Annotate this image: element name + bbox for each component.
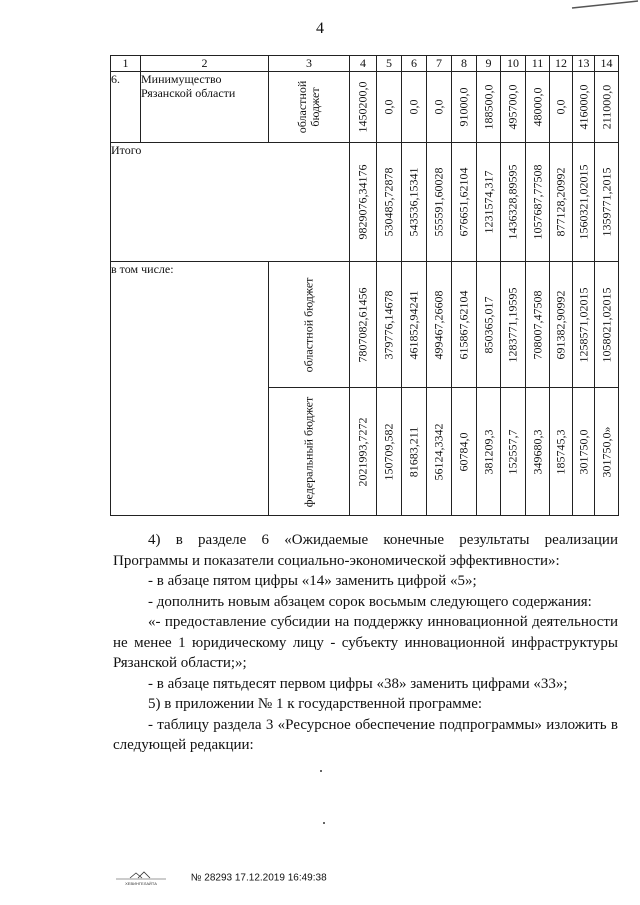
value: 379776,14678 bbox=[381, 290, 396, 359]
value: 301750,0 bbox=[576, 429, 590, 474]
value-cell bbox=[501, 388, 526, 516]
value-cell bbox=[501, 143, 526, 262]
paragraph: - в абзаце пятом цифры «14» заменить цифрой «5»; bbox=[148, 573, 477, 589]
col-header: 1 bbox=[111, 56, 141, 72]
value-cell bbox=[350, 388, 377, 516]
value-cell bbox=[501, 72, 526, 143]
footer-stamp bbox=[112, 870, 327, 886]
paragraph: - в абзаце пятьдесят первом цифры «38» заменить цифрами «33»; bbox=[148, 675, 568, 692]
value-cell bbox=[427, 72, 452, 143]
logo-text: ХЕВИНГЕЛАЙТА bbox=[125, 881, 157, 886]
value: 708007,47508 bbox=[530, 290, 544, 359]
value: 1058021,02015 bbox=[599, 287, 613, 362]
col-header: 13 bbox=[573, 56, 595, 72]
value: 1283771,19595 bbox=[505, 287, 520, 362]
value: 461852,94241 bbox=[406, 290, 421, 359]
value: 48000,0 bbox=[530, 87, 544, 127]
value-cell bbox=[377, 143, 402, 262]
value: 0,0 bbox=[431, 99, 446, 115]
paragraph: 4) в разделе 6 «Ожидаемые конечные результаты реализации bbox=[148, 532, 618, 548]
value-cell bbox=[550, 143, 573, 262]
value: 7807082,61456 bbox=[355, 287, 370, 362]
value-cell bbox=[350, 143, 377, 262]
value-cell bbox=[526, 262, 550, 388]
value: 877128,20992 bbox=[553, 167, 568, 237]
value: 381209,3 bbox=[481, 429, 495, 474]
value-cell bbox=[452, 388, 477, 516]
value-cell bbox=[477, 143, 501, 262]
value-cell bbox=[550, 72, 573, 143]
value-cell bbox=[477, 72, 501, 143]
source-label: областной бюджет bbox=[295, 80, 322, 134]
value-cell bbox=[573, 388, 595, 516]
value-cell bbox=[550, 262, 573, 388]
value: 499467,26608 bbox=[431, 290, 446, 359]
value-cell bbox=[402, 72, 427, 143]
value-cell bbox=[477, 262, 501, 388]
value: 416000,0 bbox=[576, 84, 590, 130]
value: 0,0 bbox=[553, 99, 568, 115]
value: 495700,0 bbox=[505, 84, 520, 130]
paragraph: - дополнить новым абзацем сорок восьмым следующего содержания: bbox=[148, 593, 592, 610]
value: 1057687,77508 bbox=[530, 164, 544, 240]
col-header: 6 bbox=[402, 56, 427, 72]
value: 850365,017 bbox=[481, 296, 495, 353]
value-cell bbox=[377, 72, 402, 143]
value: 2021993,7272 bbox=[355, 417, 370, 486]
value: 615867,62104 bbox=[456, 290, 471, 359]
including-label: в том числе: bbox=[111, 262, 269, 516]
value: 56124,3342 bbox=[431, 423, 446, 480]
value-cell bbox=[550, 388, 573, 516]
value: 1450200,0 bbox=[355, 81, 370, 133]
col-header: 2 bbox=[141, 56, 269, 72]
row-number: 6. bbox=[111, 72, 141, 143]
value: 1231574,317 bbox=[481, 170, 495, 234]
source-cell bbox=[269, 72, 350, 143]
value-cell bbox=[501, 262, 526, 388]
value: 150709,582 bbox=[381, 423, 396, 480]
value-cell bbox=[595, 262, 619, 388]
value-cell bbox=[477, 388, 501, 516]
value: 691382,90992 bbox=[553, 290, 568, 359]
value-cell bbox=[452, 143, 477, 262]
value: 349680,3 bbox=[530, 429, 544, 474]
value: 60784,0 bbox=[456, 432, 471, 471]
paragraph: Рязанской области;»; bbox=[113, 655, 247, 671]
col-header: 3 bbox=[269, 56, 350, 72]
value-cell bbox=[350, 262, 377, 388]
value-cell bbox=[427, 143, 452, 262]
value: 301750,0» bbox=[599, 426, 613, 477]
table-row-regional bbox=[111, 262, 619, 388]
value: 0,0 bbox=[406, 99, 421, 115]
value-cell bbox=[452, 72, 477, 143]
value: 676651,62104 bbox=[456, 167, 471, 237]
source-label: федеральный бюджет bbox=[301, 396, 316, 507]
table-header-row bbox=[111, 56, 619, 72]
value: 530485,72878 bbox=[381, 167, 396, 237]
value: 188500,0 bbox=[481, 84, 495, 130]
value-cell bbox=[573, 262, 595, 388]
total-label: Итого bbox=[111, 143, 350, 262]
value-cell bbox=[402, 388, 427, 516]
paragraph: 5) в приложении № 1 к государственной программе: bbox=[148, 696, 483, 712]
value: 81683,211 bbox=[406, 426, 421, 477]
value-cell bbox=[402, 262, 427, 388]
paragraph: не менее 1 юридическому лицу - субъекту инновационной инфраструктуры bbox=[113, 634, 618, 651]
source-cell bbox=[269, 388, 350, 516]
value-cell bbox=[427, 262, 452, 388]
value-cell bbox=[595, 72, 619, 143]
scan-speck bbox=[323, 822, 325, 824]
value: 555591,60028 bbox=[431, 167, 446, 237]
col-header: 11 bbox=[526, 56, 550, 72]
value-cell bbox=[595, 143, 619, 262]
col-header: 10 bbox=[501, 56, 526, 72]
value-cell bbox=[595, 388, 619, 516]
col-header: 5 bbox=[377, 56, 402, 72]
col-header: 7 bbox=[427, 56, 452, 72]
col-header: 8 bbox=[452, 56, 477, 72]
paragraph: следующей редакции: bbox=[113, 737, 254, 753]
value: 211000,0 bbox=[599, 84, 613, 130]
value-cell bbox=[377, 262, 402, 388]
value: 1436328,89595 bbox=[505, 164, 520, 240]
stamp-text: № 28293 17.12.2019 16:49:38 bbox=[190, 872, 327, 884]
value: 1359771,2015 bbox=[599, 167, 613, 237]
value-cell bbox=[350, 72, 377, 143]
value-cell bbox=[427, 388, 452, 516]
value: 9829076,34176 bbox=[355, 164, 370, 240]
table-row bbox=[111, 72, 619, 143]
value: 91000,0 bbox=[456, 87, 471, 127]
value: 152557,7 bbox=[505, 429, 520, 474]
corner-scan-mark bbox=[570, 0, 640, 10]
paragraph: «- предоставление субсидии на поддержку инновационной деятельности bbox=[148, 614, 618, 630]
source-label: областной бюджет bbox=[301, 277, 316, 372]
table-row-total bbox=[111, 143, 619, 262]
value: 0,0 bbox=[381, 99, 396, 115]
value-cell bbox=[377, 388, 402, 516]
paragraph: Программы и показатели социально-экономической эффективности»: bbox=[113, 552, 560, 569]
row-name: Минимущество Рязанской области bbox=[141, 72, 269, 143]
value-cell bbox=[526, 388, 550, 516]
value-cell bbox=[573, 143, 595, 262]
col-header: 9 bbox=[477, 56, 501, 72]
col-header: 14 bbox=[595, 56, 619, 72]
value: 1258571,02015 bbox=[576, 287, 590, 362]
page-number: 4 bbox=[316, 20, 324, 37]
value: 543536,15341 bbox=[406, 167, 421, 237]
source-cell bbox=[269, 262, 350, 388]
col-header: 4 bbox=[350, 56, 377, 72]
budget-table bbox=[110, 55, 619, 516]
value-cell bbox=[452, 262, 477, 388]
value-cell bbox=[526, 72, 550, 143]
value-cell bbox=[573, 72, 595, 143]
document-text bbox=[113, 530, 618, 756]
value: 1560321,02015 bbox=[576, 164, 590, 240]
registry-logo-icon bbox=[112, 870, 170, 886]
scan-speck bbox=[320, 770, 322, 772]
value: 185745,3 bbox=[553, 429, 568, 474]
col-header: 12 bbox=[550, 56, 573, 72]
paragraph: - таблицу раздела 3 «Ресурсное обеспечение подпрограммы» изложить в bbox=[148, 716, 618, 733]
value-cell bbox=[402, 143, 427, 262]
value-cell bbox=[526, 143, 550, 262]
